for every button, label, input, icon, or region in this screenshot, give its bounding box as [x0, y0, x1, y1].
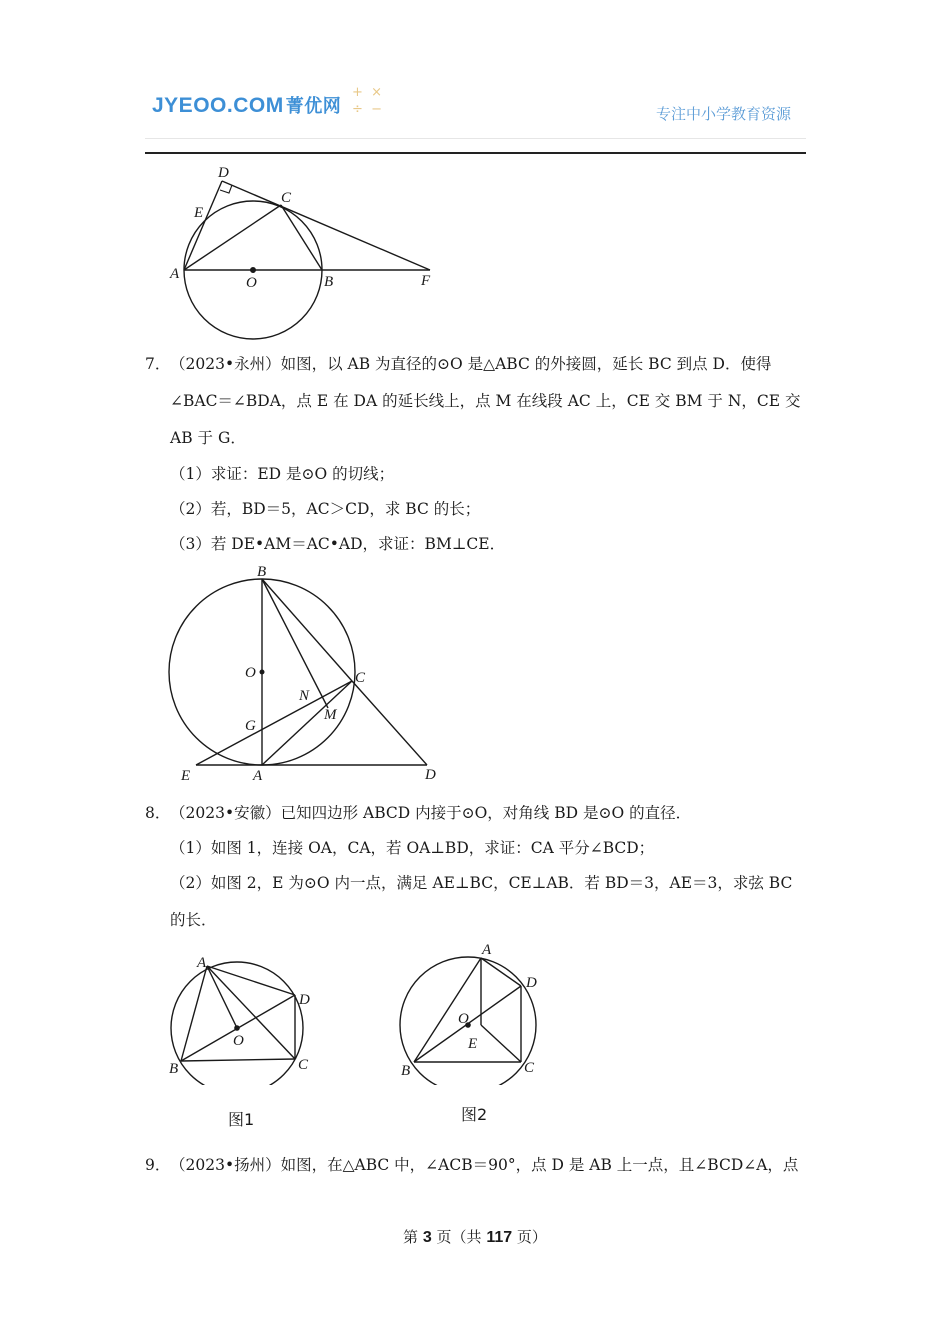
footer-pre: 第 [403, 1228, 419, 1246]
footer-total-pages: 117 [486, 1229, 513, 1246]
q6-center-dot [250, 267, 256, 273]
q6-label-e: E [194, 205, 204, 221]
q8-fig2-label-b: B [401, 1063, 411, 1079]
q6-label-f: F [421, 273, 431, 289]
q8-fig1-label-c: C [298, 1057, 309, 1073]
q7-line-ec [196, 681, 352, 765]
footer-post: 页） [516, 1228, 547, 1246]
q7-part3: （3）若 DE•AM＝AC•AD，求证：BM⊥CE． [170, 535, 506, 553]
q8-fig2-caption: 图2 [461, 1105, 488, 1124]
math-ops-icon [352, 84, 388, 120]
q8-part1: （1）如图 1，连接 OA，CA，若 OA⊥BD，求证：CA 平分∠BCD； [170, 839, 655, 857]
q7-label-c: C [355, 670, 366, 686]
q7-figure [165, 560, 450, 790]
q7-label-d: D [425, 767, 436, 783]
q8-fig1-label-o: O [233, 1033, 244, 1049]
q6-line-df [222, 181, 430, 270]
q8-part2-cont: 的长． [170, 911, 217, 929]
divide-icon: ÷ [352, 102, 363, 117]
header-thin-divider [145, 138, 806, 139]
q7-part1: （1）求证：ED 是⊙O 的切线； [170, 465, 395, 483]
q7-label-b: B [257, 564, 267, 580]
q7-center-dot [260, 670, 265, 675]
footer-page-number: 3 [422, 1229, 432, 1246]
q8-fig2-label-a: A [482, 942, 492, 958]
q8-fig1-caption: 图1 [228, 1110, 255, 1129]
q6-label-c: C [281, 190, 292, 206]
q8-fig2-ad [481, 958, 521, 986]
q8-fig2-ec [481, 1025, 521, 1062]
logo-text: JYEOO.COM [152, 94, 284, 117]
q8-fig2-label-c: C [524, 1060, 535, 1076]
q7-stem-line2: ∠BAC＝∠BDA，点 E 在 DA 的延长线上，点 M 在线段 AC 上，CE 交 BM 于 N，CE 交 [170, 392, 801, 410]
q6-label-a: A [170, 266, 180, 282]
q8-stem-line1: （2023•安徽）已知四边形 ABCD 内接于⊙O，对角线 BD 是⊙O 的直径． [170, 804, 692, 822]
q8-fig1-label-d: D [299, 992, 310, 1008]
q6-right-angle-mark [220, 185, 232, 193]
q8-fig1-ao [207, 966, 237, 1028]
q8-fig2-label-e: E [468, 1036, 478, 1052]
q8-fig1-label-a: A [197, 955, 207, 971]
q6-label-b: B [324, 274, 334, 290]
q8-number: 8． [145, 804, 171, 822]
q6-figure [160, 158, 450, 343]
q8-fig2-label-o: O [458, 1011, 469, 1027]
header-slogan: 专注中小学教育资源 [656, 105, 792, 123]
q9-number: 9． [145, 1156, 171, 1174]
logo-cn-text: 菁优网 [285, 96, 342, 117]
q8-fig1-label-b: B [169, 1061, 179, 1077]
plus-icon: + [352, 85, 363, 100]
q7-stem-line3: AB 于 G． [170, 429, 246, 447]
q7-label-n: N [299, 688, 310, 704]
times-icon: × [371, 85, 383, 100]
page-footer [0, 1226, 950, 1247]
q7-number: 7． [145, 355, 171, 373]
minus-icon: − [371, 102, 383, 117]
q7-label-o: O [245, 665, 256, 681]
q7-stem-line1: （2023•永州）如图，以 AB 为直径的⊙O 是△ABC 的外接圆，延长 BC 到点 D．使得 [170, 355, 772, 373]
footer-mid: 页（共 [436, 1228, 482, 1246]
jyeoo-logo[interactable] [152, 92, 341, 118]
q8-fig2-label-d: D [526, 975, 537, 991]
q7-line-cd [352, 681, 427, 765]
q9-stem-line1: （2023•扬州）如图，在△ABC 中，∠ACB＝90°，点 D 是 AB 上一点，且∠BCD∠A，点 [170, 1156, 799, 1174]
q8-fig1-bc [181, 1059, 295, 1061]
q7-part2: （2）若，BD＝5，AC＞CD，求 BC 的长； [170, 500, 481, 518]
q8-figure1 [160, 945, 320, 1085]
q7-label-m: M [324, 707, 337, 723]
q8-figure2 [390, 935, 550, 1085]
header-divider [145, 152, 806, 154]
q6-label-d: D [218, 165, 229, 181]
q6-label-o: O [246, 275, 257, 291]
q8-part2: （2）如图 2，E 为⊙O 内一点，满足 AE⊥BC，CE⊥AB．若 BD＝3，AE＝3，求弦 BC [170, 874, 793, 892]
q7-label-g: G [245, 718, 256, 734]
q8-fig1-center-dot [234, 1025, 240, 1031]
q7-label-a: A [253, 768, 263, 784]
q7-label-e: E [181, 768, 191, 784]
q8-fig1-ba [181, 966, 207, 1061]
